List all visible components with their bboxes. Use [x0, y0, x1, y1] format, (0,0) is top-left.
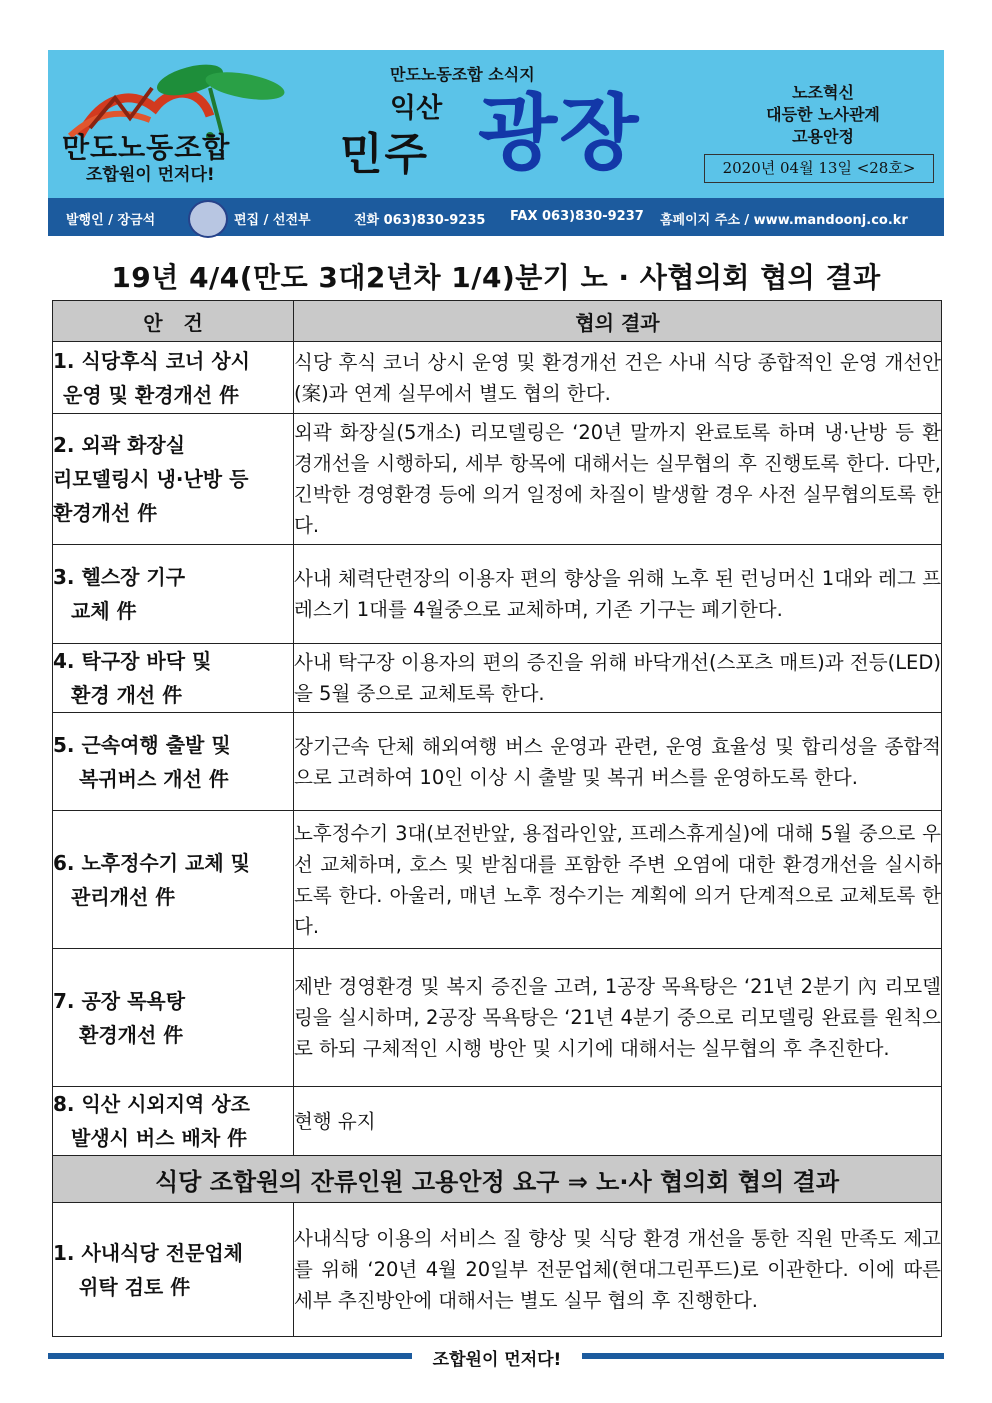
result-cell: 식당 후식 코너 상시 운영 및 환경개선 건은 사내 식당 종합적인 운영 개선안(案)과 연계 실무에서 별도 협의 한다.: [294, 342, 942, 414]
table-row: [53, 713, 942, 811]
title-gwangjang: 광장: [478, 86, 641, 181]
newsletter-subtitle: 만도노동조합 소식지: [390, 65, 535, 84]
org-name: 만도노동조합: [62, 131, 231, 164]
org-slogan: 조합원이 먼저다!: [86, 165, 215, 185]
footer-rule-left: [48, 1353, 412, 1359]
topic-cell: [53, 1087, 294, 1156]
topic-line: 6. 노후정수기 교체 및: [53, 850, 250, 875]
topic-cell: [53, 949, 294, 1087]
topic-line: 3. 헬스장 기구: [53, 565, 186, 589]
topic-line: 운영 및 환경개선 件: [63, 382, 240, 407]
phone: 전화 063)830-9235: [354, 213, 486, 228]
homepage: 홈페이지 주소 / www.mandoonj.co.kr: [660, 213, 908, 228]
topic-line: 5. 근속여행 출발 및: [53, 732, 231, 757]
topic-cell: [53, 713, 294, 811]
table-row: [53, 644, 942, 713]
topic-cell: [53, 644, 294, 713]
slogan-line: 고용안정: [792, 127, 854, 146]
editor: 편집 / 선전부: [234, 213, 311, 228]
topic-line: 1. 사내식당 전문업체: [53, 1240, 243, 1265]
title-minju: 민주: [340, 129, 430, 180]
topic-line: 7. 공장 목욕탕: [53, 988, 186, 1013]
topic-line: 복귀버스 개선 件: [79, 766, 229, 791]
topic-cell: [53, 1203, 294, 1337]
masthead-slogans: [738, 82, 908, 148]
topic-line: 8. 익산 시외지역 상조: [53, 1092, 250, 1116]
page-title: 19년 4/4(만도 3대2년차 1/4)분기 노 · 사협의회 협의 결과: [111, 261, 881, 294]
results-table: [52, 300, 942, 1337]
result-cell: 사내식당 이용의 서비스 질 향상 및 식당 환경 개선을 통한 직원 만족도 제고를 위해 ‘20년 4월 20일부 전문업체(현대그린푸드)로 이관한다. 이에 따른 세부 추진방안에 대해서는 별도 실무 협의 후 진행한다.: [294, 1203, 942, 1337]
column-header-result: 협의 결과: [294, 301, 942, 342]
result-cell: 현행 유지: [294, 1087, 942, 1156]
topic-line: 리모델링시 냉·난방 등: [53, 467, 249, 491]
fax: FAX 063)830-9237: [510, 209, 644, 224]
result-cell: 제반 경영환경 및 복지 증진을 고려, 1공장 목욕탕은 ‘21년 2분기 內 리모델링을 실시하며, 2공장 목욕탕은 ‘21년 4분기 중으로 리모델링 완료를 원칙으로 하되 구체적인 시행 방안 및 시기에 대해서는 실무협의 후 추진한다.: [294, 949, 942, 1087]
topic-line: 발생시 버스 배차 件: [71, 1126, 248, 1150]
table-row: [53, 545, 942, 644]
result-cell: 장기근속 단체 해외여행 버스 운영과 관련, 운영 효율성 및 합리성을 종합적으로 고려하여 10인 이상 시 출발 및 복귀 버스를 운영하도록 한다.: [294, 713, 942, 811]
table-row: [53, 811, 942, 949]
slogan-line: 대등한 노사관계: [766, 105, 880, 124]
table-row: [53, 1203, 942, 1337]
topic-cell: [53, 342, 294, 414]
seal-icon: [188, 200, 228, 238]
column-header-topic: 안 건: [53, 301, 294, 342]
publisher: 발행인 / 장금석: [66, 213, 156, 228]
topic-cell: [53, 811, 294, 949]
section-title: 식당 조합원의 잔류인원 고용안정 요구 ⇒ 노·사 협의회 협의 결과: [53, 1156, 942, 1203]
issue-date-box: 2020년 04월 13일 <28호>: [704, 154, 934, 183]
table-header-row: [53, 301, 942, 342]
topic-line: 관리개선 件: [71, 884, 176, 909]
table-row: [53, 342, 942, 414]
topic-line: 4. 탁구장 바닥 및: [53, 649, 212, 673]
section-header-row: [53, 1156, 942, 1203]
result-cell: 사내 체력단련장의 이용자 편의 향상을 위해 노후 된 런닝머신 1대와 레그 프레스기 1대를 4월중으로 교체하며, 기존 기구는 폐기한다.: [294, 545, 942, 644]
topic-cell: [53, 545, 294, 644]
result-cell: 외곽 화장실(5개소) 리모델링은 ‘20년 말까지 완료토록 하며 냉·난방 등 환경개선을 시행하되, 세부 항목에 대해서는 실무협의 후 진행토록 한다. 다만, 긴박한 경영환경 등에 의거 일정에 차질이 발생할 경우 사전 실무협의토록 한다.: [294, 414, 942, 545]
topic-line: 환경개선 件: [53, 501, 158, 525]
topic-cell: [53, 414, 294, 545]
topic-line: 위탁 검토 件: [79, 1274, 191, 1299]
result-cell: 노후정수기 3대(보전반앞, 용접라인앞, 프레스휴게실)에 대해 5월 중으로 우선 교체하며, 호스 및 받침대를 포함한 주변 오염에 대한 환경개선을 실시하도록 한다. 아울러, 매년 노후 정수기는 계획에 의거 단계적으로 교체토록 한다.: [294, 811, 942, 949]
topic-line: 1. 식당후식 코너 상시: [53, 348, 250, 373]
table-row: [53, 1087, 942, 1156]
slogan-line: 노조혁신: [792, 83, 854, 102]
publisher-bar: [48, 198, 944, 236]
topic-line: 환경 개선 件: [71, 683, 183, 707]
topic-line: 2. 외곽 화장실: [53, 433, 186, 457]
footer-slogan: 조합원이 먼저다!: [432, 1350, 562, 1370]
footer-rule-right: [582, 1353, 944, 1359]
table-row: [53, 949, 942, 1087]
topic-line: 환경개선 件: [79, 1022, 184, 1047]
table-row: [53, 414, 942, 545]
result-cell: 사내 탁구장 이용자의 편의 증진을 위해 바닥개선(스포츠 매트)과 전등(LED)을 5월 중으로 교체토록 한다.: [294, 644, 942, 713]
topic-line: 교체 件: [71, 599, 137, 623]
title-iksan: 익산: [390, 93, 443, 124]
